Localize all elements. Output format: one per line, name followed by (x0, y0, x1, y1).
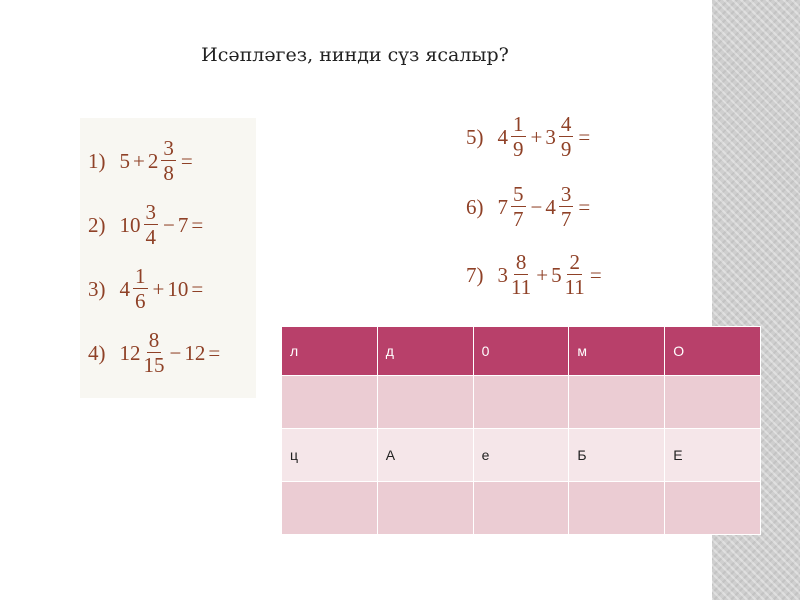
table-cell: Б (569, 429, 665, 482)
denominator: 4 (145, 225, 156, 249)
table-cell (377, 482, 473, 535)
problem-4 (88, 330, 223, 376)
table-cell (377, 376, 473, 429)
whole-part: 3 (497, 262, 508, 287)
operator: − (163, 212, 175, 237)
whole-part: 4 (545, 194, 556, 219)
fraction (565, 252, 585, 298)
fraction (133, 266, 148, 312)
operator: + (133, 148, 145, 173)
fraction (511, 252, 531, 298)
numerator: 1 (135, 264, 146, 288)
denominator: 7 (513, 207, 524, 231)
table-cell (473, 482, 569, 535)
denominator: 8 (163, 161, 174, 185)
problem-number: 3) (88, 276, 106, 301)
numerator: 3 (145, 200, 156, 224)
problem-number: 6) (466, 194, 484, 219)
table-cell (282, 376, 378, 429)
numerator: 5 (513, 182, 524, 206)
fraction (511, 184, 526, 230)
denominator: 11 (511, 275, 532, 299)
fraction (559, 184, 574, 230)
term: 7 (177, 212, 189, 237)
equals-sign: = (191, 276, 204, 301)
numerator: 4 (560, 112, 572, 136)
problems-left-image (80, 118, 256, 398)
equals-sign: = (180, 148, 193, 173)
table-cell: ц (282, 429, 378, 482)
whole-part: 4 (497, 124, 508, 149)
equals-sign: = (208, 340, 221, 365)
table-cell (569, 376, 665, 429)
table-cell: 0 (473, 327, 569, 376)
problem-number: 1) (88, 148, 106, 173)
table-cell: О (665, 327, 761, 376)
table-cell: м (569, 327, 665, 376)
operator: + (530, 124, 543, 149)
problem-number: 5) (466, 124, 484, 149)
numerator: 8 (515, 250, 527, 274)
numerator: 1 (513, 112, 524, 136)
problem-7 (466, 252, 605, 298)
table-cell (282, 482, 378, 535)
fraction (144, 202, 159, 248)
problem-3 (88, 266, 206, 312)
denominator: 6 (135, 289, 146, 313)
denominator: 11 (564, 275, 585, 299)
slide-title: Исәпләгез, нинди сүз ясалыр? (201, 44, 509, 66)
operator: − (169, 340, 182, 365)
operator: + (536, 262, 549, 287)
term: 12 (184, 340, 206, 365)
equals-sign: = (578, 124, 591, 149)
denominator: 7 (560, 207, 572, 231)
equals-sign: = (578, 194, 591, 219)
denominator: 9 (513, 137, 524, 161)
operator: − (530, 194, 543, 219)
table-row (282, 482, 761, 535)
whole-part: 5 (551, 262, 562, 287)
whole-part: 2 (147, 148, 159, 173)
fraction (511, 114, 526, 160)
problems-right-image (462, 100, 632, 310)
whole-part: 4 (119, 276, 130, 301)
answer-table (281, 326, 761, 535)
table-cell: л (282, 327, 378, 376)
table-cell: д (377, 327, 473, 376)
denominator: 9 (560, 137, 572, 161)
problem-2 (88, 202, 206, 248)
term: 5 (119, 148, 130, 173)
equals-sign: = (191, 212, 204, 237)
problem-5 (466, 114, 593, 160)
whole-part: 7 (497, 194, 508, 219)
term: 10 (167, 276, 189, 301)
table-header-row (282, 327, 761, 376)
table-cell (665, 482, 761, 535)
table-row (282, 429, 761, 482)
numerator: 3 (560, 182, 572, 206)
table-cell: А (377, 429, 473, 482)
problem-number: 4) (88, 340, 106, 365)
numerator: 2 (569, 250, 580, 274)
problem-number: 7) (466, 262, 484, 287)
fraction (144, 330, 165, 376)
whole-part: 10 (119, 212, 141, 237)
table-cell: Е (665, 429, 761, 482)
problem-1 (88, 138, 196, 184)
problem-number: 2) (88, 212, 106, 237)
table-cell (569, 482, 665, 535)
table-row (282, 376, 761, 429)
problem-6 (466, 184, 593, 230)
fraction (559, 114, 574, 160)
operator: + (152, 276, 165, 301)
denominator: 15 (143, 353, 165, 377)
numerator: 3 (163, 136, 174, 160)
table-cell (473, 376, 569, 429)
whole-part: 3 (545, 124, 556, 149)
table-cell: е (473, 429, 569, 482)
numerator: 8 (148, 328, 160, 352)
fraction (161, 138, 176, 184)
table-cell (665, 376, 761, 429)
equals-sign: = (589, 262, 602, 287)
whole-part: 12 (119, 340, 141, 365)
